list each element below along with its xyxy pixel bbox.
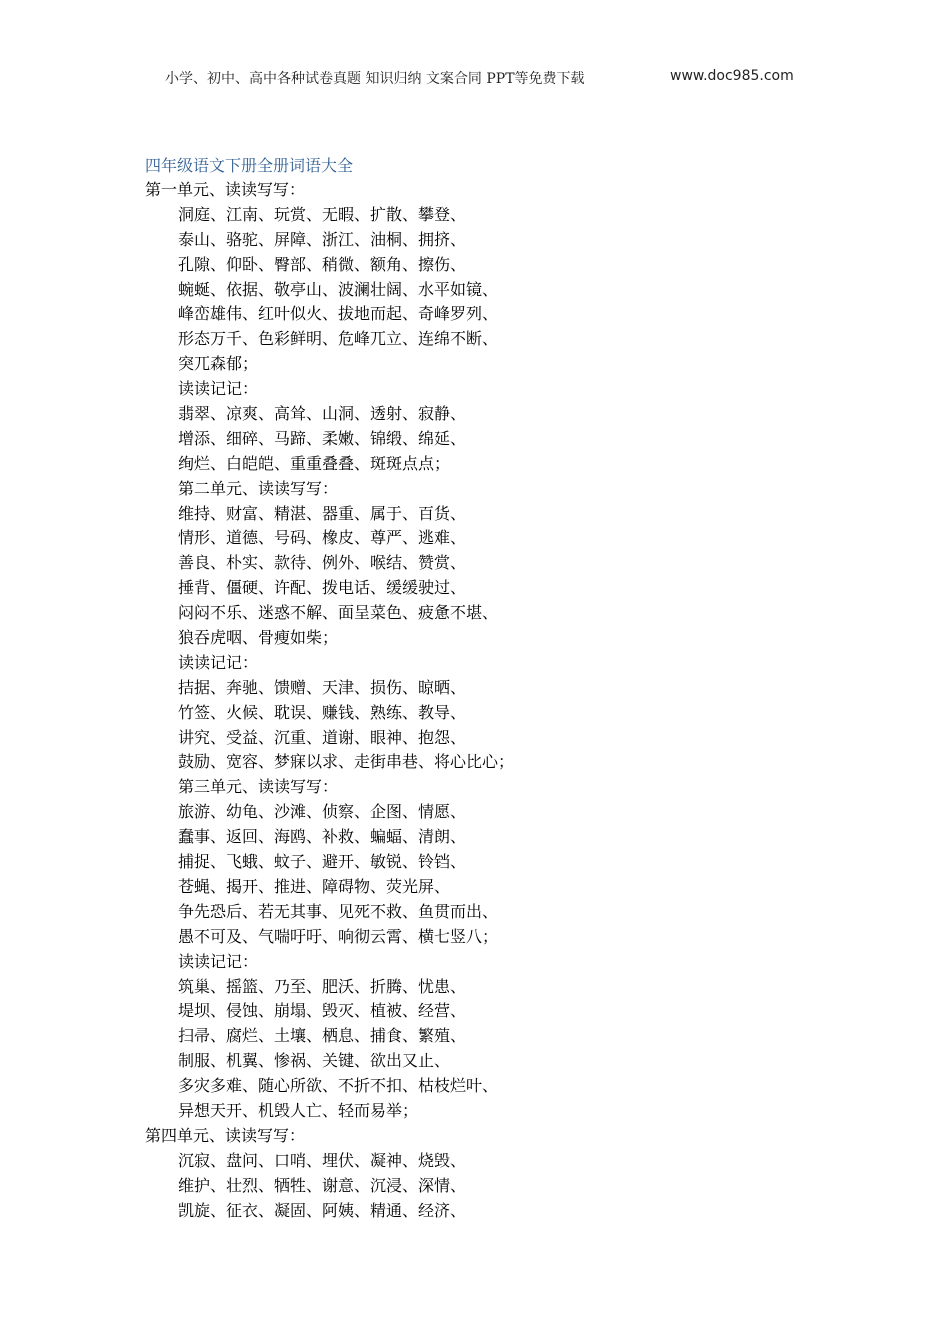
text-line: 第四单元、读读写写： bbox=[145, 1125, 306, 1145]
text-line: 第一单元、读读写写： bbox=[145, 180, 306, 199]
text-line: 捕捉、飞蛾、蚊子、避开、敏锐、铃铛、 bbox=[178, 852, 467, 872]
document-title: 四年级语文下册全册词语大全 bbox=[145, 156, 354, 175]
text-line: 蜿蜒、依据、敬亭山、波澜壮阔、水平如镜、 bbox=[178, 279, 499, 299]
text-line: 突兀森郁； bbox=[178, 354, 259, 374]
text-line: 旅游、幼龟、沙滩、侦察、企图、情愿、 bbox=[178, 802, 467, 822]
text-line: 情形、道德、号码、橡皮、尊严、逃难、 bbox=[178, 528, 467, 548]
text-line: 狼吞虎咽、骨瘦如柴； bbox=[178, 628, 339, 648]
text-line: 筑巢、摇篮、乃至、肥沃、折腾、忧患、 bbox=[178, 976, 467, 996]
text-line: 蠢事、返回、海鸥、补救、蝙蝠、清朗、 bbox=[178, 827, 467, 847]
text-line: 鼓励、宽容、梦寐以求、走街串巷、将心比心； bbox=[178, 752, 515, 772]
header-text: 小学、初中、高中各种试卷真题 知识归纳 文案合同 PPT等免费下载 bbox=[165, 71, 585, 87]
text-line: 第二单元、读读写写： bbox=[178, 478, 339, 498]
text-line: 闷闷不乐、迷惑不解、面呈菜色、疲惫不堪、 bbox=[178, 603, 499, 623]
text-line: 多灾多难、随心所欲、不折不扣、枯枝烂叶、 bbox=[178, 1076, 499, 1096]
text-line: 翡翠、凉爽、高耸、山洞、透射、寂静、 bbox=[178, 404, 467, 424]
text-line: 讲究、受益、沉重、道谢、眼神、抱怨、 bbox=[178, 727, 467, 747]
text-line: 形态万千、色彩鲜明、危峰兀立、连绵不断、 bbox=[178, 329, 499, 349]
text-line: 读读记记： bbox=[178, 652, 259, 672]
text-line: 读读记记： bbox=[178, 379, 259, 399]
text-line: 维护、壮烈、牺牲、谢意、沉浸、深情、 bbox=[178, 1175, 467, 1195]
text-line: 异想天开、机毁人亡、轻而易举； bbox=[178, 1100, 419, 1120]
text-line: 扫帚、腐烂、土壤、栖息、捕食、繁殖、 bbox=[178, 1026, 467, 1046]
text-line: 争先恐后、若无其事、见死不救、鱼贯而出、 bbox=[178, 901, 499, 921]
document-body bbox=[0, 178, 950, 1223]
text-line: 堤坝、侵蚀、崩塌、毁灭、植被、经营、 bbox=[178, 1001, 467, 1021]
text-line: 制服、机翼、惨祸、关键、欲出又止、 bbox=[178, 1051, 451, 1071]
text-line: 拮据、奔驰、馈赠、天津、损伤、晾晒、 bbox=[178, 677, 467, 697]
text-line: 绚烂、白皑皑、重重叠叠、斑斑点点； bbox=[178, 453, 451, 473]
text-line: 善良、朴实、款待、例外、喉结、赞赏、 bbox=[178, 553, 467, 573]
text-line: 苍蝇、揭开、推进、障碍物、荧光屏、 bbox=[178, 876, 451, 896]
text-line: 沉寂、盘问、口哨、埋伏、凝神、烧毁、 bbox=[178, 1150, 467, 1170]
text-line: 竹签、火候、耽误、赚钱、熟练、教导、 bbox=[178, 702, 467, 722]
text-line: 增添、细碎、马蹄、柔嫩、锦缎、绵延、 bbox=[178, 428, 467, 448]
text-line: 泰山、骆驼、屏障、浙江、油桐、拥挤、 bbox=[178, 229, 467, 249]
text-line: 愚不可及、气喘吁吁、响彻云霄、横七竖八； bbox=[178, 926, 499, 946]
text-line: 第三单元、读读写写： bbox=[178, 777, 339, 797]
text-line: 洞庭、江南、玩赏、无暇、扩散、攀登、 bbox=[178, 204, 467, 224]
text-line: 读读记记： bbox=[178, 951, 259, 971]
header-site-link[interactable]: www.doc985.com bbox=[670, 68, 794, 84]
page-header bbox=[0, 68, 950, 92]
text-line: 凯旋、征衣、凝固、阿姨、精通、经济、 bbox=[178, 1200, 467, 1220]
text-line: 维持、财富、精湛、器重、属于、百货、 bbox=[178, 503, 467, 523]
text-line: 峰峦雄伟、红叶似火、拔地而起、奇峰罗列、 bbox=[178, 304, 499, 324]
text-line: 捶背、僵硬、许配、拨电话、缓缓驶过、 bbox=[178, 578, 467, 598]
text-line: 孔隙、仰卧、臀部、稍微、额角、擦伤、 bbox=[178, 254, 467, 274]
